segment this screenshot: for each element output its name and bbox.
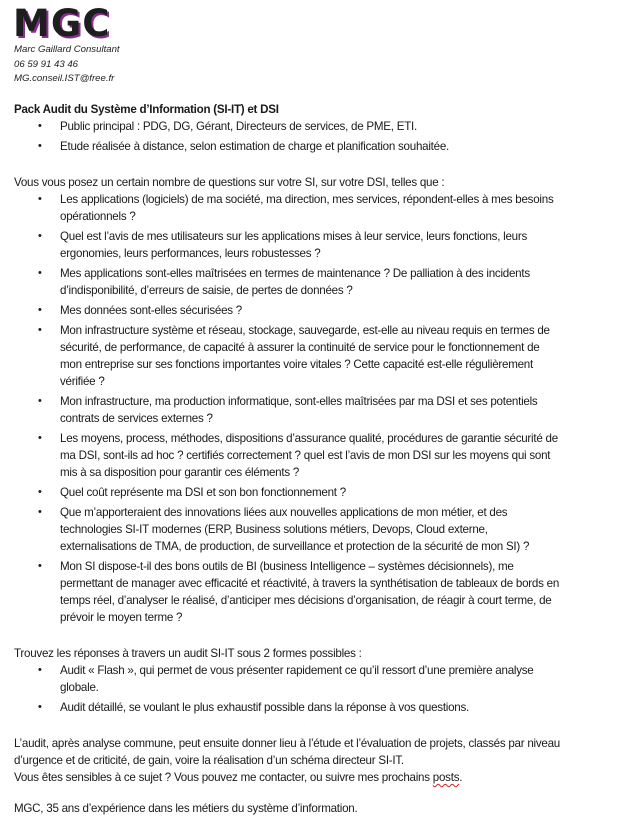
conclusion-paragraph: L’audit, après analyse commune, peut ensuite donner lieu à l’étude et l’évaluation de projets, classés par niveau d’urgence et de criticité, de gain, voire la réalisation d’un schéma directeur SI-IT.: [14, 737, 561, 767]
list-item: • Audit détaillé, se voulant le plus exhaustif possible dans la réponse à vos questions.: [38, 701, 470, 714]
bullet-icon: •: [38, 140, 42, 152]
consultant-name: Marc Gaillard Consultant: [14, 44, 120, 55]
bullet-icon: •: [38, 664, 42, 676]
list-item: • Quel est l’avis de mes utilisateurs sur les applications mises à leur service, leurs fonctions, leurs ergonomies, leurs performances, leurs robustesses ?: [38, 230, 528, 260]
list-item: • Que m’apporteraient des innovations liées aux nouvelles applications de mon métier, et des technologies SI-IT modernes (ERP, Business solutions métiers, Devops, Cloud externe, externalisations de TMA, de production, de surveillance et protection de la sécurité de mon SI) ?: [38, 506, 530, 553]
spellcheck-flagged-word[interactable]: posts: [432, 771, 460, 784]
bullet-icon: •: [38, 267, 42, 279]
bullet-icon: •: [38, 395, 42, 407]
contact-block: [14, 43, 120, 87]
list-item: • Les applications (logiciels) de ma société, ma direction, mes services, répondent-elles à mes besoins opérationnels ?: [38, 193, 554, 223]
bullet-icon: •: [38, 193, 42, 205]
document-body: [14, 101, 604, 817]
questions-list: [14, 191, 604, 626]
bullet-icon: •: [38, 120, 42, 132]
signature: MGC, 35 ans d’expérience dans les métiers du système d’information.: [14, 802, 358, 815]
list-item: • Mes données sont-elles sécurisées ?: [38, 304, 243, 317]
bullet-icon: •: [38, 432, 42, 444]
list-item: • Les moyens, process, méthodes, dispositions d’assurance qualité, procédures de garantie sécurité de ma DSI, sont-ils ad hoc ? certifiés correctement ? quel est l’avis de mon DSI sur les moyens qui sont mis à sa disposition pour garantir ces éléments ?: [38, 432, 558, 479]
bullet-icon: •: [38, 486, 42, 498]
answers-intro: Trouvez les réponses à travers un audit SI-IT sous 2 formes possibles :: [14, 647, 362, 660]
list-item: • Mon infrastructure, ma production informatique, sont-elles maîtrisées par ma DSI et ses potentiels contrats de services externes ?: [38, 395, 538, 425]
bullet-icon: •: [38, 506, 42, 518]
bullet-icon: •: [38, 701, 42, 713]
bullet-icon: •: [38, 560, 42, 572]
list-item: • Audit « Flash », qui permet de vous présenter rapidement ce qu’il ressort d’une première analyse globale.: [38, 664, 534, 694]
intro-list: [14, 118, 604, 155]
bullet-icon: •: [38, 304, 42, 316]
contact-invitation: Vous êtes sensibles à ce sujet ? Vous pouvez me contacter, ou suivre mes prochains posts.: [14, 771, 463, 784]
list-item: • Mon infrastructure système et réseau, stockage, sauvegarde, est-elle au niveau requis en termes de sécurité, de performance, de capacité à assurer la continuité de service pour le fonctionnement de mon entreprise sur ses fonctions importantes voire vitales ? Cette capacité est-elle régulièrement vérifiée ?: [38, 324, 550, 388]
bullet-icon: •: [38, 324, 42, 336]
bullet-icon: •: [38, 230, 42, 242]
document-title: Pack Audit du Système d’Information (SI-IT) et DSI: [14, 103, 279, 116]
questions-intro: Vous vous posez un certain nombre de questions sur votre SI, sur votre DSI, telles que :: [14, 176, 445, 189]
list-item: • Mon SI dispose-t-il des bons outils de BI (business Intelligence – systèmes décisionnels), me permettant de manager avec efficacité et réactivité, à travers la synthétisation de tableaux de bords en temps réel, d’analyser le réalisé, d’anticiper mes décisions d’organisation, de réagir à court terme, de prévoir le moyen terme ?: [38, 560, 560, 624]
email-address[interactable]: MG.conseil.IST@free.fr: [14, 73, 115, 84]
list-item: • Quel coût représente ma DSI et son bon fonctionnement ?: [38, 486, 346, 499]
list-item: • Etude réalisée à distance, selon estimation de charge et planification souhaitée.: [38, 140, 450, 153]
list-item: • Mes applications sont-elles maîtrisées en termes de maintenance ? De palliation à des incidents d’indisponibilité, d’erreurs de saisie, de pertes de données ?: [38, 267, 530, 297]
list-item: • Public principal : PDG, DG, Gérant, Directeurs de services, de PME, ETI.: [38, 120, 417, 133]
phone-number: 06 59 91 43 46: [14, 58, 79, 70]
answers-list: [14, 662, 604, 716]
mgc-logo: MGC: [13, 2, 111, 45]
